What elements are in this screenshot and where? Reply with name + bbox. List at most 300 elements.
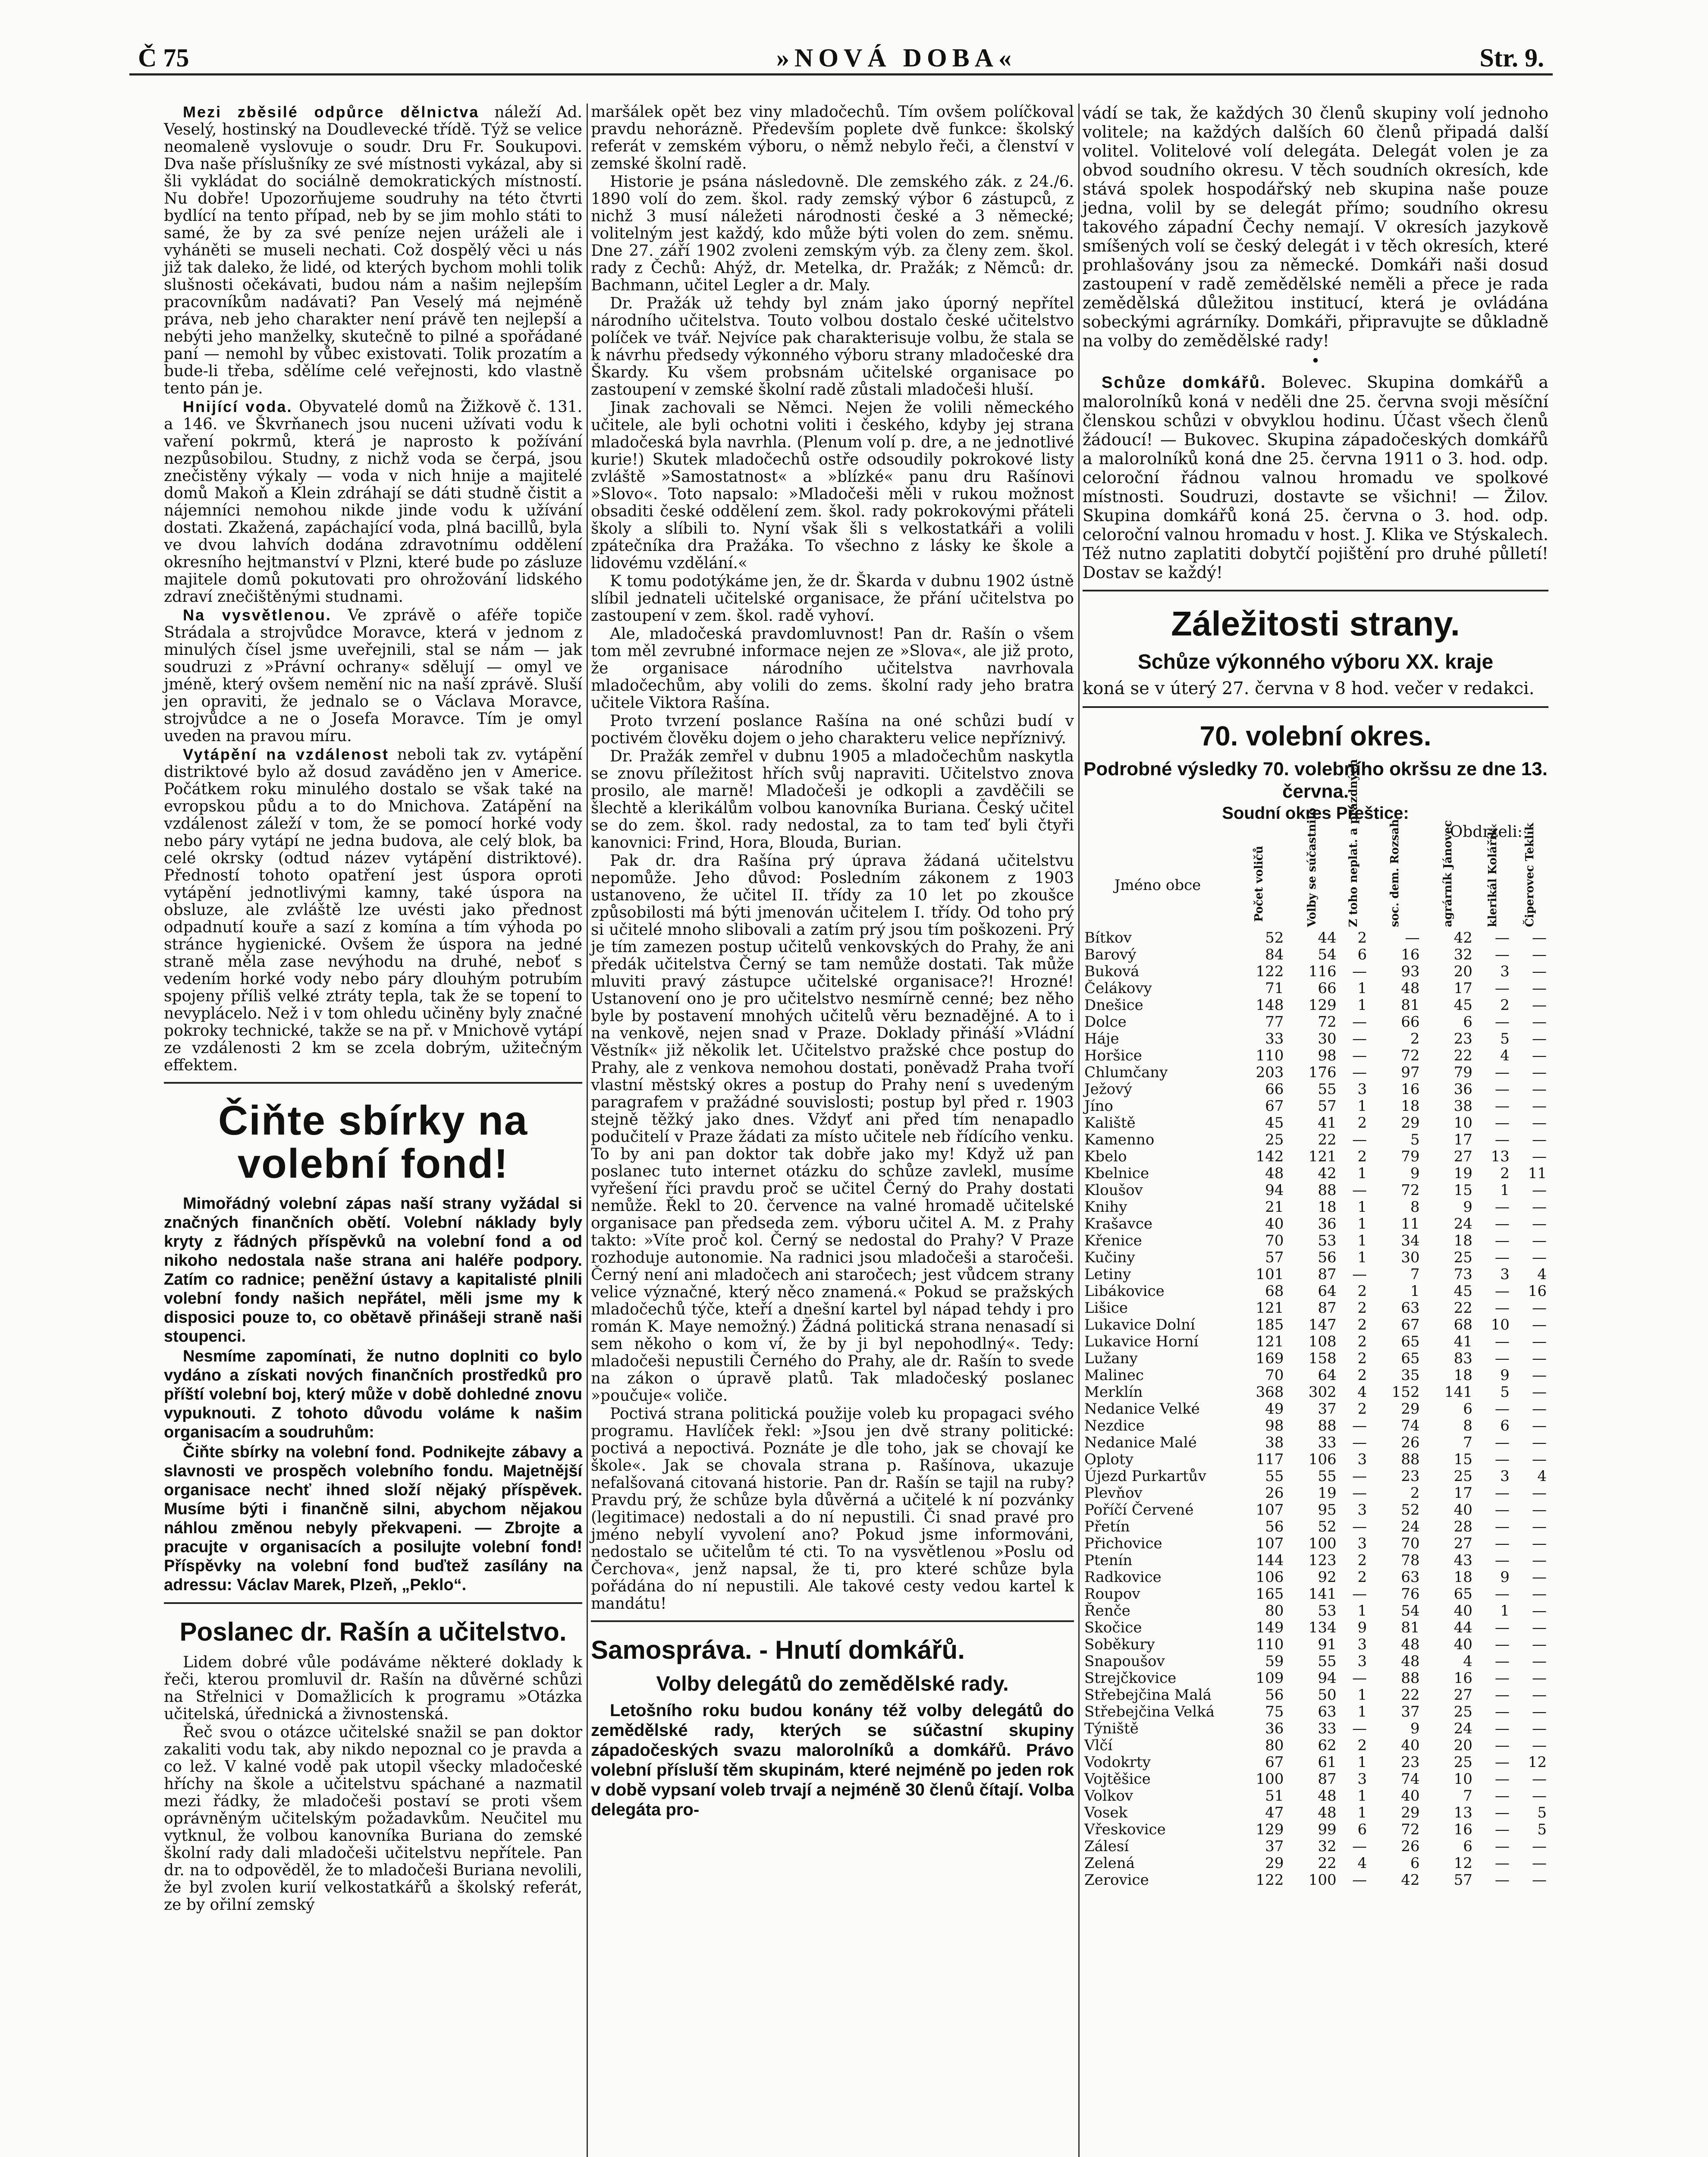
vote-count: 51 [1265, 1787, 1284, 1805]
vote-count: 1 [1357, 980, 1367, 997]
table-row [1083, 1838, 1548, 1855]
vote-count: 18 [1318, 1198, 1337, 1216]
party-matters-headline: Záležitosti strany. [1171, 604, 1460, 643]
vote-count: — [1352, 1434, 1367, 1451]
vote-count: — [1352, 1720, 1367, 1737]
vote-count: 79 [1454, 1064, 1473, 1081]
vote-count: 44 [1454, 1619, 1473, 1636]
divider [1083, 590, 1548, 591]
vote-count: 2 [1357, 929, 1367, 946]
vote-count: 25 [1454, 1468, 1473, 1485]
vote-count: 71 [1265, 980, 1284, 997]
vote-count: 34 [1401, 1232, 1420, 1249]
table-row [1083, 1737, 1548, 1754]
table-row [1083, 1670, 1548, 1687]
vote-count: 100 [1308, 1871, 1337, 1889]
vote-count: 165 [1256, 1585, 1284, 1603]
vote-count: 68 [1454, 1316, 1473, 1333]
vote-count: 10 [1491, 1316, 1510, 1333]
vote-count: — [1494, 1434, 1510, 1451]
table-row [1083, 1031, 1548, 1047]
article-paragraph: maršálek opět bez viny mladočechů. Tím ovšem políčkoval pravdu nehorázně. Především poplete dvě funkce: školský referát v zemském výboru, o němž nebylo řeči, a členství v zemské školní radě. [591, 103, 1074, 173]
vote-count: 72 [1401, 1821, 1420, 1838]
vote-count: 40 [1401, 1787, 1420, 1805]
vote-count: — [1532, 1249, 1547, 1266]
vote-count: 12 [1528, 1754, 1547, 1771]
vote-count: — [1494, 1350, 1510, 1367]
vote-count: 16 [1401, 946, 1420, 963]
vote-count: 93 [1401, 963, 1420, 980]
vote-count: — [1352, 1182, 1367, 1199]
vote-count: 83 [1454, 1350, 1473, 1367]
vote-count: 26 [1401, 1434, 1420, 1451]
vote-count: 19 [1454, 1165, 1473, 1182]
vote-count: 73 [1454, 1266, 1473, 1283]
vote-count: 19 [1318, 1484, 1337, 1502]
vote-count: 1 [1357, 1754, 1367, 1771]
vote-count: 30 [1401, 1249, 1420, 1266]
column-header: Z toho neplat. a prázdných [1347, 759, 1360, 927]
article-paragraph: Mezi zběsilé odpůrce dělnictva náleží Ad. Veselý, hostinský na Doudlevecké třídě. Týž se velice neomaleně vyslovuje o soudr. Dru Fr. Soukupovi. Dva naše příslušníky ze své místnosti vykázal, aby si šli vykládat do sociálně demokratických místností. Nu dobře! Upozorňujeme soudruhy na této čtvrti bydlící na tento případ, neb by se jim mohlo státi to samé, že by za své peníze nejen uráželi ale i vyháněti se museli nechati. Což dospělý věci u nás již tak daleko, že lidé, od kterých bychom mohli tolik slušnosti očekávati, budou nám a našim nejlepším pracovníkům nadávati? Pan Veselý má nejméně práva, neb jeho charakter není právě ten nejlepší a nebýti jeho manželky, skutečně to pilné a spořádané paní — nemohl by vůbec existovati. Tolik prozatím a bude-li třeba, sdělíme celé veřejnosti, kdo vlastně tento pán je. [164, 103, 582, 397]
vote-count: — [1494, 1703, 1510, 1720]
vote-count: 121 [1256, 1299, 1284, 1317]
vote-count: 26 [1401, 1838, 1420, 1855]
vote-count: 57 [1265, 1249, 1284, 1266]
vote-count: — [1532, 1333, 1547, 1350]
vote-count: 74 [1401, 1417, 1420, 1434]
vote-count: — [1352, 1468, 1367, 1485]
vote-count: 9 [1357, 1619, 1367, 1636]
table-row [1083, 1182, 1548, 1199]
vote-count: 110 [1256, 1636, 1284, 1653]
table-row [1083, 1434, 1548, 1451]
vote-count: 65 [1401, 1350, 1420, 1367]
divider [164, 1602, 582, 1604]
table-row [1083, 1619, 1548, 1636]
table-row [1083, 1233, 1548, 1249]
vote-count: 4 [1537, 1266, 1547, 1283]
results-header-row [1083, 841, 1548, 930]
table-row [1083, 1165, 1548, 1182]
collect-paragraph: Mimořádný volební zápas naší strany vyžádal si značných finančních obětí. Volební náklady byly kryty z řádných příspěvků na volební fond a od nikoho nedostala naše strana ani haléře podpory. Zatím co radnice; peněžní ústavy a kapitalisté plnili volební fondy našich nepřátel, měli jsme my k disposici pouze to, co obětavě přinášeji straně naši stoupenci. [164, 1195, 582, 1346]
municipality-name: Zelená [1084, 1855, 1135, 1872]
vote-count: 302 [1308, 1383, 1337, 1401]
table-row [1083, 930, 1548, 946]
table-row [1083, 1502, 1548, 1519]
municipality-name: Volkov [1084, 1787, 1133, 1805]
vote-count: 6 [1410, 1855, 1420, 1872]
vote-count: 88 [1401, 1451, 1420, 1468]
vote-count: 9 [1500, 1367, 1510, 1384]
vote-count: 68 [1265, 1283, 1284, 1300]
vote-count: — [1532, 1215, 1547, 1233]
vote-count: — [1532, 1047, 1547, 1064]
vote-count: 37 [1318, 1400, 1337, 1418]
vote-count: — [1494, 946, 1510, 963]
vote-count: — [1494, 1097, 1510, 1115]
vote-count: 1 [1357, 1804, 1367, 1821]
article-paragraph: Letošního roku budou konány též volby delegátů do zemědělské rady, kterých se súčastní skupiny západočeských svazu malorolníků a domkářů. Právo volební přísluší těm skupinám, které nejméně po jeden rok v době vypsaní voleb trvají a nejméně 30 členů čítají. Volba delegáta pro- [591, 1701, 1074, 1819]
vote-count: — [1494, 1081, 1510, 1098]
vote-count: — [1494, 1653, 1510, 1670]
column-3 [1083, 104, 1548, 1889]
vote-count: 63 [1401, 1299, 1420, 1317]
vote-count: — [1352, 1417, 1367, 1434]
vote-count: 117 [1256, 1451, 1284, 1468]
vote-count: 17 [1454, 1484, 1473, 1502]
district-subheadline: Podrobné výsledky 70. volebního okršsu ze dne 13. června. [1083, 758, 1548, 802]
vote-count: — [1532, 1686, 1547, 1704]
vote-count: 7 [1463, 1787, 1473, 1805]
vote-count: 6 [1463, 1838, 1473, 1855]
column-header: Jméno obce [1114, 877, 1201, 894]
vote-count: — [1532, 929, 1547, 946]
vote-count: 78 [1401, 1552, 1420, 1569]
vote-count: — [1532, 1585, 1547, 1603]
vote-count: 9 [1500, 1569, 1510, 1586]
article-paragraph: Schůze domkářů. Bolevec. Skupina domkářů a malorolníků koná v neděli dne 25. června svoji měsíční členskou schůzi v obvyklou hodinu. Účast všech členů žádoucí! — Bukovec. Skupina západočeských domkářů a malorolníků koná dne 25. června 1911 o 3. hod. odp. celoroční řádnou valnou hromadu ve spolkové místnosti. Soudruzi, dostavte se všichni! — Žilov. Skupina domkářů koná 25. června o 3. hod. odp. celoroční valnou hromadu v host. J. Klika ve Stýskalech. Též nutno zaplatiti dobytčí pojištění pro druhé půlletí! Dostav se každý! [1083, 373, 1548, 582]
vote-count: — [1532, 1400, 1547, 1418]
vote-count: 20 [1454, 963, 1473, 980]
vote-count: — [1494, 1636, 1510, 1653]
vote-count: 28 [1454, 1518, 1473, 1535]
vote-count: 10 [1454, 1770, 1473, 1788]
municipality-name: Barový [1084, 946, 1137, 963]
municipality-name: Vosek [1084, 1804, 1128, 1821]
vote-count: 45 [1454, 1283, 1473, 1300]
vote-count: — [1532, 1064, 1547, 1081]
table-row [1083, 1872, 1548, 1889]
table-row [1083, 1115, 1548, 1132]
table-row [1083, 1266, 1548, 1283]
vote-count: 48 [1401, 1653, 1420, 1670]
vote-count: 25 [1454, 1703, 1473, 1720]
vote-count: 1 [1357, 1198, 1367, 1216]
vote-count: 16 [1528, 1283, 1547, 1300]
table-row [1083, 1754, 1548, 1771]
vote-count: 62 [1318, 1737, 1337, 1754]
vote-count: 142 [1256, 1148, 1284, 1165]
vote-count: 35 [1401, 1367, 1420, 1384]
vote-count: 55 [1265, 1468, 1284, 1485]
vote-count: — [1532, 1013, 1547, 1031]
vote-count: 56 [1265, 1518, 1284, 1535]
municipality-name: Kbelo [1084, 1148, 1127, 1165]
municipality-name: Lukavice Dolní [1084, 1316, 1195, 1333]
vote-count: 3 [1357, 1501, 1367, 1519]
vote-count: 8 [1410, 1198, 1420, 1216]
vote-count: — [1352, 1670, 1367, 1687]
vote-count: 47 [1265, 1804, 1284, 1821]
vote-count: 8 [1463, 1417, 1473, 1434]
table-row [1083, 1047, 1548, 1064]
municipality-name: Dnešice [1084, 997, 1143, 1014]
municipality-name: Kloušov [1084, 1182, 1143, 1199]
vote-count: 55 [1318, 1468, 1337, 1485]
collect-paragraph: Nesmíme zapomínati, že nutno doplniti co bylo vydáno a získati nových finančních prostředků pro příští volební boj, který může v době dohledné znovu vypuknouti. Z tohoto důvodu voláme k našim organisacím a soudruhům: [164, 1347, 582, 1441]
article-paragraph: Na vysvětlenou. Ve zprávě o aféře topiče Strádala a strojvůdce Moravce, která v jednom z minulých čísel jsme uveřejnili, stal se nám — jak soudruzi z »Právní ochrany« sdělují — omyl ve jméně, který ovšem nemění nic na naší zprávě. Sluší jen opraviti, že jednalo se o Václava Moravce, strojvůdce a ne o Josefa Moravce. Tím je omyl uveden na pravou míru. [164, 606, 582, 745]
vote-count: 37 [1401, 1703, 1420, 1720]
municipality-name: Bítkov [1084, 929, 1132, 946]
vote-count: 56 [1265, 1686, 1284, 1704]
vote-count: 185 [1256, 1316, 1284, 1333]
table-row [1083, 1855, 1548, 1872]
vote-count: 1 [1500, 1182, 1510, 1199]
vote-count: 16 [1454, 1821, 1473, 1838]
vote-count: 15 [1454, 1182, 1473, 1199]
vote-count: 72 [1401, 1182, 1420, 1199]
vote-count: 3 [1357, 1451, 1367, 1468]
table-row [1083, 1367, 1548, 1384]
vote-count: — [1352, 1838, 1367, 1855]
vote-count: 64 [1318, 1367, 1337, 1384]
vote-count: — [1352, 1047, 1367, 1064]
vote-count: 32 [1454, 946, 1473, 963]
municipality-name: Vojtěšice [1084, 1770, 1151, 1788]
vote-count: 6 [1463, 1400, 1473, 1418]
vote-count: 42 [1401, 1871, 1420, 1889]
table-row [1083, 1216, 1548, 1233]
vote-count: 4 [1537, 1468, 1547, 1485]
vote-count: 100 [1256, 1770, 1284, 1788]
vote-count: 25 [1454, 1249, 1473, 1266]
municipality-name: Poříčí Červené [1084, 1501, 1194, 1519]
table-row [1083, 1805, 1548, 1821]
municipality-name: Zerovice [1084, 1871, 1149, 1889]
vote-count: — [1532, 1770, 1547, 1788]
vote-count: 106 [1308, 1451, 1337, 1468]
volby-headline: Volby delegátů do zemědělské rady. [656, 1673, 1009, 1695]
vote-count: 129 [1256, 1821, 1284, 1838]
vote-count: 23 [1401, 1754, 1420, 1771]
vote-count: 76 [1401, 1585, 1420, 1603]
vote-count: 15 [1454, 1451, 1473, 1468]
column-header: Čiperovec Teklík [1523, 823, 1536, 927]
table-row [1083, 1350, 1548, 1367]
municipality-name: Čelákovy [1084, 980, 1152, 997]
table-row [1083, 1603, 1548, 1619]
vote-count: 79 [1401, 1148, 1420, 1165]
vote-count: — [1352, 1871, 1367, 1889]
vote-count: 87 [1318, 1299, 1337, 1317]
vote-count: — [1532, 1299, 1547, 1317]
vote-count: — [1532, 1653, 1547, 1670]
vote-count: 67 [1265, 1097, 1284, 1115]
vote-count: 1 [1500, 1602, 1510, 1619]
vote-count: 2 [1357, 1148, 1367, 1165]
vote-count: 3 [1500, 1266, 1510, 1283]
vote-count: 70 [1401, 1535, 1420, 1552]
vote-count: 2 [1357, 1114, 1367, 1132]
vote-count: 26 [1265, 1484, 1284, 1502]
vote-count: 110 [1256, 1047, 1284, 1064]
vote-count: — [1532, 1602, 1547, 1619]
vote-count: — [1532, 980, 1547, 997]
vote-count: — [1494, 1686, 1510, 1704]
table-row [1083, 980, 1548, 997]
article-paragraph: Lidem dobré vůle podáváme některé doklady k řeči, kterou promluvil dr. Rašín na důvěrné schůzi na Střelnici v Domažlicích k programu »Otázka učitelská, úřednická a živnostenská. [164, 1654, 582, 1723]
table-row [1083, 1468, 1548, 1485]
table-row [1083, 1552, 1548, 1569]
vote-count: 5 [1500, 1030, 1510, 1047]
vote-count: 3 [1357, 1535, 1367, 1552]
vote-count: — [1494, 1198, 1510, 1216]
vote-count: 38 [1265, 1434, 1284, 1451]
article-paragraph: Poctivá strana politická použije voleb ku propagaci svého programu. Havlíček řekl: »Jsou jen dvě strany politické: poctivá a nepoctivá. Poznáte je dle toho, jak se chovají ke škole«. Jak se chovala strana p. Rašínova, ukazuje nefalšovaná citovaná historie. Pan dr. Rašín se tajil na ruby? Pravdu prý, že schůze byla důvěrná a učitelé k ní pozvánky (legitimace) nedostali a do ní nepustili. Či snad pravé pro jméno nebylí vyvolení ano? Pokud jsme informováni, nedostalo se učitelům té cti. To na vysvětlenou »Poslu od Čerchova«, jenž napsal, že ti, pro které schůze byla pořádána do ní nepustili. Ale takové cesty vedou kartel k mandátu! [591, 1405, 1074, 1613]
vote-count: — [1494, 1299, 1510, 1317]
municipality-name: Vlčí [1084, 1737, 1113, 1754]
vote-count: 1 [1357, 1165, 1367, 1182]
vote-count: 59 [1265, 1653, 1284, 1670]
vote-count: — [1352, 963, 1367, 980]
vote-count: 99 [1318, 1821, 1337, 1838]
vote-count: 22 [1401, 1686, 1420, 1704]
vote-count: 203 [1256, 1064, 1284, 1081]
vote-count: 87 [1318, 1266, 1337, 1283]
article-paragraph: Dr. Pražák už tehdy byl znám jako úporný nepřítel národního učitelstva. Touto volbou dostalo české učitelstvo políček ve tvář. Nejvíce pak charakterisuje volbu, že stala se k návrhu předsedy výkonného výboru strany mladočeské dra Škardy. Ku všem probsnám učitelské organisace po zastoupení v zemské školní radě zůstali mladočeši hluší. [591, 295, 1074, 399]
vote-count: 67 [1401, 1316, 1420, 1333]
table-row [1083, 1064, 1548, 1081]
vote-count: 66 [1318, 980, 1337, 997]
committee-headline: Schůze výkonného výboru XX. kraje [1137, 651, 1494, 673]
vote-count: 5 [1537, 1804, 1547, 1821]
table-row [1083, 1249, 1548, 1266]
vote-count: 16 [1454, 1670, 1473, 1687]
vote-count: — [1532, 1367, 1547, 1384]
separator-dot: • [1311, 352, 1320, 370]
vote-count: 3 [1500, 963, 1510, 980]
column-header: soc. dem. Rozsah [1388, 819, 1402, 927]
vote-count: 1 [1410, 1283, 1420, 1300]
vote-count: 1 [1357, 997, 1367, 1014]
vote-count: 152 [1391, 1383, 1420, 1401]
vote-count: 2 [1410, 1030, 1420, 1047]
vote-count: 94 [1265, 1182, 1284, 1199]
vote-count: — [1494, 1737, 1510, 1754]
column-divider [1078, 104, 1080, 2157]
vote-count: — [1494, 1855, 1510, 1872]
vote-count: 91 [1318, 1636, 1337, 1653]
vote-count: — [1494, 929, 1510, 946]
municipality-name: Ježový [1084, 1081, 1132, 1098]
vote-count: 129 [1308, 997, 1337, 1014]
vote-count: 107 [1256, 1501, 1284, 1519]
table-row [1083, 1771, 1548, 1788]
vote-count: — [1532, 1838, 1547, 1855]
vote-count: — [1532, 1030, 1547, 1047]
vote-count: 20 [1454, 1737, 1473, 1754]
collect-headline: Čiňte sbírky na volební fond! [218, 1097, 528, 1187]
table-row [1083, 1821, 1548, 1838]
vote-count: 80 [1265, 1737, 1284, 1754]
vote-count: — [1352, 1266, 1367, 1283]
page-number: Str. 9. [1479, 44, 1544, 72]
vote-count: 11 [1528, 1165, 1547, 1182]
vote-count: 48 [1401, 1636, 1420, 1653]
municipality-name: Dolce [1084, 1013, 1127, 1031]
municipality-name: Kaliště [1084, 1114, 1136, 1132]
vote-count: 64 [1318, 1283, 1337, 1300]
table-row [1083, 1333, 1548, 1350]
vote-count: 81 [1401, 997, 1420, 1014]
vote-count: 48 [1401, 980, 1420, 997]
vote-count: 148 [1256, 997, 1284, 1014]
vote-count: — [1532, 1619, 1547, 1636]
vote-count: 70 [1265, 1232, 1284, 1249]
vote-count: — [1532, 1552, 1547, 1569]
vote-count: — [1405, 929, 1420, 946]
vote-count: — [1532, 946, 1547, 963]
vote-count: 24 [1401, 1518, 1420, 1535]
municipality-name: Libákovice [1084, 1283, 1165, 1300]
vote-count: 55 [1318, 1081, 1337, 1098]
vote-count: 52 [1318, 1518, 1337, 1535]
vote-count: 16 [1401, 1081, 1420, 1098]
column-2 [591, 104, 1074, 1821]
vote-count: 9 [1410, 1720, 1420, 1737]
divider [1083, 706, 1548, 708]
vote-count: 38 [1454, 1097, 1473, 1115]
article-paragraph: Dr. Pražák zemřel v dubnu 1905 a mladočechům naskytla se znovu příležitost hřích svůj napraviti. Učitelstvo znova prosilo, ale marně! Mladočeši je odkopli a zavděčili se šlechtě a klerikálům volbou kanovníka Buriana. Český učitel se do zem. škol. rady nedostal, za to tam teď byli čtyři kanovnici: Frind, Hora, Blouda, Burian. [591, 748, 1074, 852]
vote-count: 2 [1357, 1552, 1367, 1569]
municipality-name: Lukavice Horní [1084, 1333, 1199, 1350]
vote-count: — [1494, 1670, 1510, 1687]
vote-count: 10 [1454, 1114, 1473, 1132]
vote-count: — [1532, 1855, 1547, 1872]
vote-count: 23 [1454, 1030, 1473, 1047]
vote-count: — [1352, 1518, 1367, 1535]
vote-count: 40 [1454, 1501, 1473, 1519]
table-row [1083, 1519, 1548, 1535]
vote-count: 1 [1357, 1232, 1367, 1249]
vote-count: 66 [1265, 1081, 1284, 1098]
table-row [1083, 1317, 1548, 1333]
vote-count: 61 [1318, 1754, 1337, 1771]
vote-count: 5 [1537, 1821, 1547, 1838]
vote-count: 57 [1318, 1097, 1337, 1115]
vote-count: 13 [1491, 1148, 1510, 1165]
vote-count: 2 [1357, 1316, 1367, 1333]
vote-count: 149 [1256, 1619, 1284, 1636]
vote-count: 56 [1318, 1249, 1337, 1266]
vote-count: — [1532, 1871, 1547, 1889]
vote-count: 40 [1454, 1602, 1473, 1619]
table-row [1083, 1401, 1548, 1418]
vote-count: 24 [1454, 1215, 1473, 1233]
table-row [1083, 946, 1548, 963]
vote-count: 2 [1500, 997, 1510, 1014]
vote-count: 141 [1444, 1383, 1473, 1401]
table-row [1083, 1081, 1548, 1098]
vote-count: — [1532, 1182, 1547, 1199]
vote-count: 29 [1401, 1804, 1420, 1821]
issue-number: Č 75 [138, 44, 189, 72]
municipality-name: Řenče [1084, 1602, 1130, 1619]
vote-count: 74 [1401, 1770, 1420, 1788]
vote-count: 57 [1454, 1871, 1473, 1889]
column-header: Volby se súčastnilo [1305, 808, 1319, 927]
vote-count: 29 [1401, 1400, 1420, 1418]
table-row [1083, 1283, 1548, 1300]
vote-count: 21 [1265, 1198, 1284, 1216]
municipality-name: Oploty [1084, 1451, 1133, 1468]
municipality-name: Horšice [1084, 1047, 1142, 1064]
court-district-headline: Soudní okres Přeštice: [1222, 804, 1409, 823]
vote-count: 2 [1357, 1367, 1367, 1384]
article-paragraph: koná se v úterý 27. června v 8 hod. večer v redakci. [1083, 679, 1535, 698]
vote-count: 3 [1357, 1653, 1367, 1670]
vote-count: 122 [1256, 1871, 1284, 1889]
